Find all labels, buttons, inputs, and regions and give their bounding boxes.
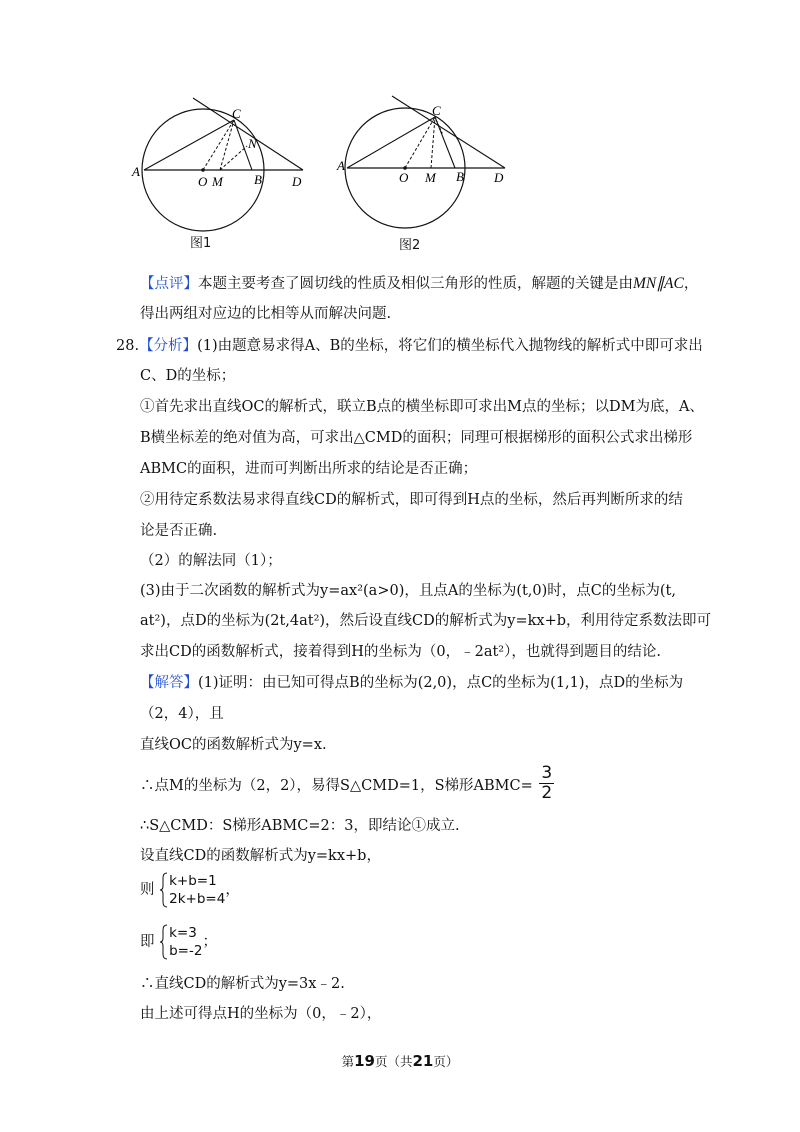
sys2-eq2: b=-2 xyxy=(169,943,203,959)
equation-system-2: 即 k=3 b=-2 ； xyxy=(140,925,217,959)
analysis-tag: 【分析】 xyxy=(139,338,198,354)
q28-analysis-line-3: ①首先求出直线OC的解析式，联立B点的横坐标即可求出M点的坐标；以DM为底，A、 xyxy=(140,399,704,415)
review-line-1: 【点评】本题主要考查了圆切线的性质及相似三角形的性质，解题的关键是由MN∥AC， xyxy=(140,275,699,292)
q28-analysis-line-11: 求出CD的函数解析式，接着得到H的坐标为（0，﹣2at²），也就得到题目的结论. xyxy=(140,644,661,660)
fraction-three-halves: $\frac{3}{2}$ xyxy=(541,763,553,803)
q28-analysis-line-10: at²)，点D的坐标为(2t,4at²)，然后设直线CD的解析式为y=kx+b，利用待定系数法即可 xyxy=(140,613,712,629)
q28-analysis-line-6: ②用待定系数法易求得直线CD的解析式，即可得到H点的坐标，然后再判断所求的结 xyxy=(140,492,683,508)
fig2-label-a: A xyxy=(337,158,345,173)
fig2-label-m: M xyxy=(425,170,436,185)
equation-system-1: 则 k+b=1 2k+b=4 ， xyxy=(140,873,240,907)
q28-analysis-line-2: C、D的坐标； xyxy=(140,368,236,384)
figure-2-diagram xyxy=(335,90,525,250)
fig1-label-d: D xyxy=(292,174,302,189)
figure-1-caption: 图1 xyxy=(190,236,212,251)
fig2-label-d: D xyxy=(494,170,504,185)
fig2-label-c: C xyxy=(432,103,441,118)
q28-answer-line-9: ∴直线CD的解析式为y=3x﹣2. xyxy=(140,976,345,992)
figure-1 xyxy=(130,90,320,254)
fig2-label-b: B xyxy=(456,169,464,184)
fig2-label-o: O xyxy=(399,170,409,185)
review-tag: 【点评】 xyxy=(140,276,198,292)
sys1-eq2: 2k+b=4 xyxy=(169,891,226,907)
figure-1-diagram xyxy=(130,90,320,250)
brace-icon xyxy=(159,872,168,908)
q28-answer-line-5: ∴S△CMD：S梯形ABMC=2：3，即结论①成立. xyxy=(140,818,460,834)
current-page: 19 xyxy=(354,1052,375,1070)
fig1-label-a: A xyxy=(132,164,140,179)
q28-analysis-line-4: B横坐标差的绝对值为高，可求出△CMD的面积；同理可根据梯形的面积公式求出梯形 xyxy=(140,430,693,446)
sys2-eq1: k=3 xyxy=(169,925,197,941)
total-pages: 21 xyxy=(412,1052,434,1070)
q28-answer-line-6: 设直线CD的函数解析式为y=kx+b， xyxy=(140,848,381,864)
fig1-label-b: B xyxy=(254,172,262,187)
q28-analysis-line-1: 28.【分析】(1)由题意易求得A、B的坐标，将它们的横坐标代入抛物线的解析式中即可求出 xyxy=(116,338,703,354)
q28-answer-line-4: ∴点M的坐标为（2，2），易得S△CMD=1，S梯形ABMC= $\frac{3}{2}$ xyxy=(140,763,553,803)
figure-2-caption: 图2 xyxy=(399,238,421,253)
fig1-label-n: N xyxy=(248,136,257,151)
q28-number: 28. xyxy=(116,338,140,354)
q28-analysis-line-7: 论是否正确. xyxy=(140,523,218,539)
q28-analysis-line-5: ABMC的面积，进而可判断出所求的结论是否正确； xyxy=(140,461,478,477)
page-footer: 第19页（共21页） xyxy=(341,1052,459,1070)
sys1-eq1: k+b=1 xyxy=(169,873,217,889)
q28-answer-line-1: 【解答】(1)证明：由已知可得点B的坐标为(2,0)，点C的坐标为(1,1)，点D的坐标为 xyxy=(140,675,684,691)
q28-analysis-line-9: (3)由于二次函数的解析式为y=ax²(a>0)，且点A的坐标为(t,0)时，点C的坐标为(t, xyxy=(140,583,676,599)
figure-2 xyxy=(335,90,525,254)
fig1-label-m: M xyxy=(212,174,223,189)
q28-answer-line-2: （2，4），且 xyxy=(140,706,224,722)
fig1-label-o: O xyxy=(198,174,208,189)
answer-tag: 【解答】 xyxy=(140,675,198,691)
review-line-2: 得出两组对应边的比相等从而解决问题. xyxy=(140,306,392,322)
q28-answer-line-3: 直线OC的函数解析式为y=x. xyxy=(140,737,327,753)
q28-answer-line-10: 由上述可得点H的坐标为（0，﹣2）， xyxy=(140,1006,382,1022)
q28-analysis-line-8: （2）的解法同（1）； xyxy=(140,553,282,569)
brace-icon xyxy=(159,924,168,960)
fig1-label-c: C xyxy=(232,106,241,121)
